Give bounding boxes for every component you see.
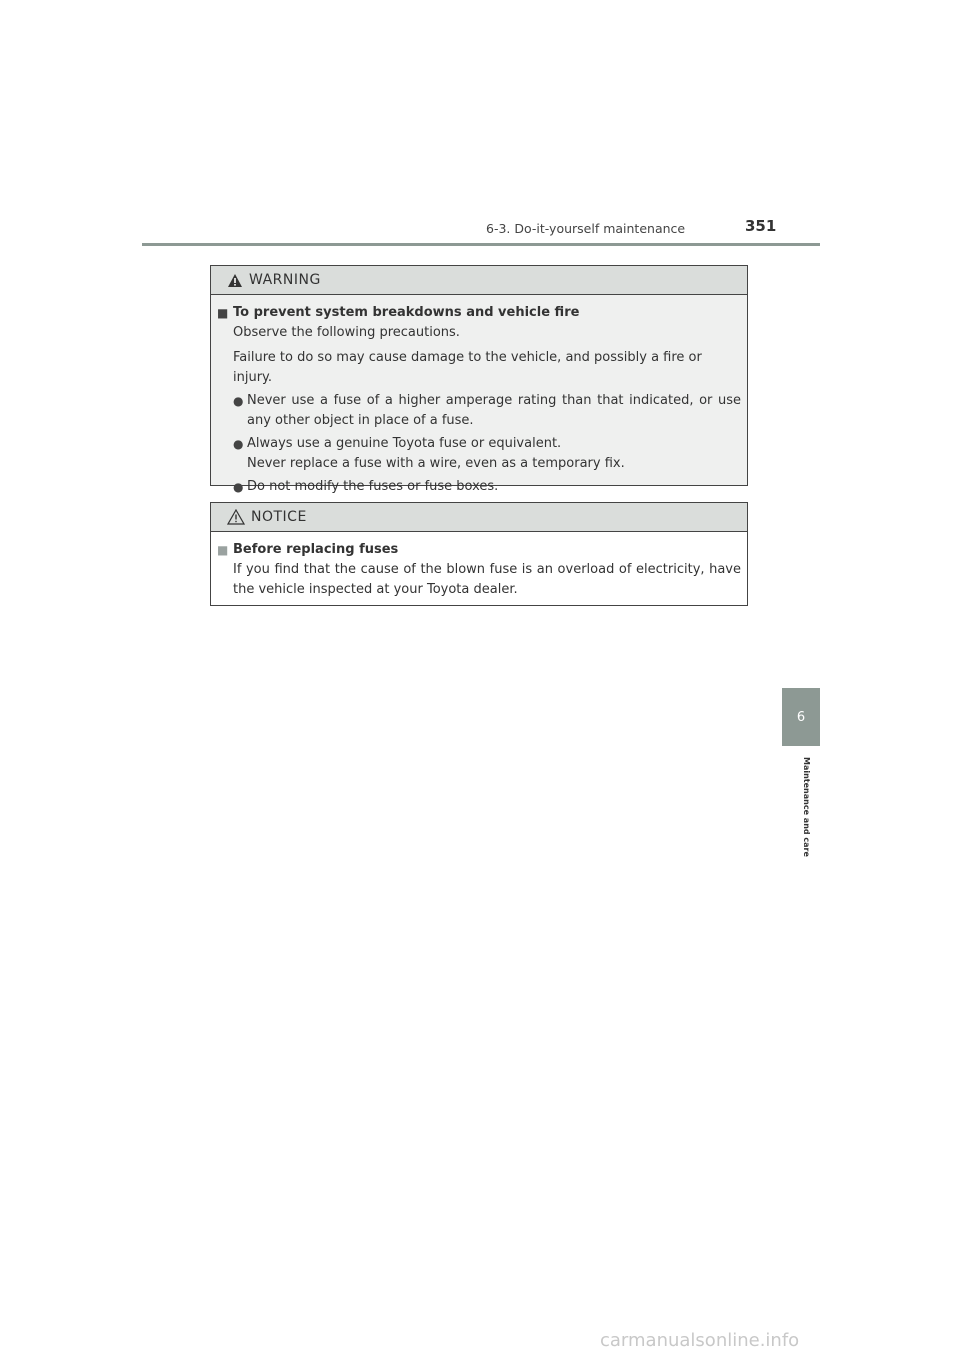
notice-title: NOTICE: [251, 509, 307, 525]
warning-box: [210, 265, 748, 494]
warning-bullet-text: Never use a fuse of a higher amperage rating than that indicated, or use any other object in place of a fuse.: [247, 393, 741, 428]
notice-section-title: [217, 540, 741, 560]
notice-triangle-icon: [227, 509, 245, 525]
warning-section-title-text: To prevent system breakdowns and vehicle fire: [233, 305, 580, 320]
warning-bullet: [217, 391, 741, 431]
warning-header: [211, 266, 747, 295]
warning-bullet: [217, 434, 741, 474]
warning-title: WARNING: [249, 272, 321, 288]
square-marker: ■: [217, 306, 229, 320]
chapter-tab: [782, 688, 820, 746]
chapter-label: Maintenance and care: [802, 757, 811, 857]
watermark: carmanualsonline.info: [600, 1330, 800, 1351]
warning-intro: Observe the following precautions.: [233, 325, 460, 340]
chapter-number: 6: [796, 709, 806, 725]
notice-header: [211, 503, 747, 532]
warning-bullet-text: Do not modify the fuses or fuse boxes.: [247, 479, 499, 494]
warning-bullet: [217, 477, 741, 497]
warning-bullet-note: Never replace a fuse with a wire, even as a temporary fix.: [247, 456, 625, 471]
bullet-dot: ●: [233, 480, 244, 494]
notice-body: [211, 532, 747, 600]
bullet-dot: ●: [233, 394, 244, 408]
warning-bullet-text: [247, 434, 741, 474]
header-rule: [142, 243, 820, 246]
notice-text: If you find that the cause of the blown fuse is an overload of electricity, have the vehicle inspected at your Toyota dealer.: [233, 562, 741, 597]
bullet-dot: ●: [233, 437, 244, 451]
notice-section-title-text: Before replacing fuses: [233, 542, 399, 557]
warning-body: [211, 295, 747, 497]
warning-triangle-icon: [227, 273, 243, 288]
warning-consequence: Failure to do so may cause damage to the vehicle, and possibly a fire or injury.: [233, 350, 702, 385]
warning-bullet-main: Always use a genuine Toyota fuse or equivalent.: [247, 436, 562, 451]
square-marker: ■: [217, 543, 229, 557]
page-number: 351: [745, 217, 777, 235]
warning-section-title: [217, 303, 741, 323]
notice-box: [210, 502, 748, 606]
running-header-section: 6-3. Do-it-yourself maintenance: [486, 221, 686, 236]
